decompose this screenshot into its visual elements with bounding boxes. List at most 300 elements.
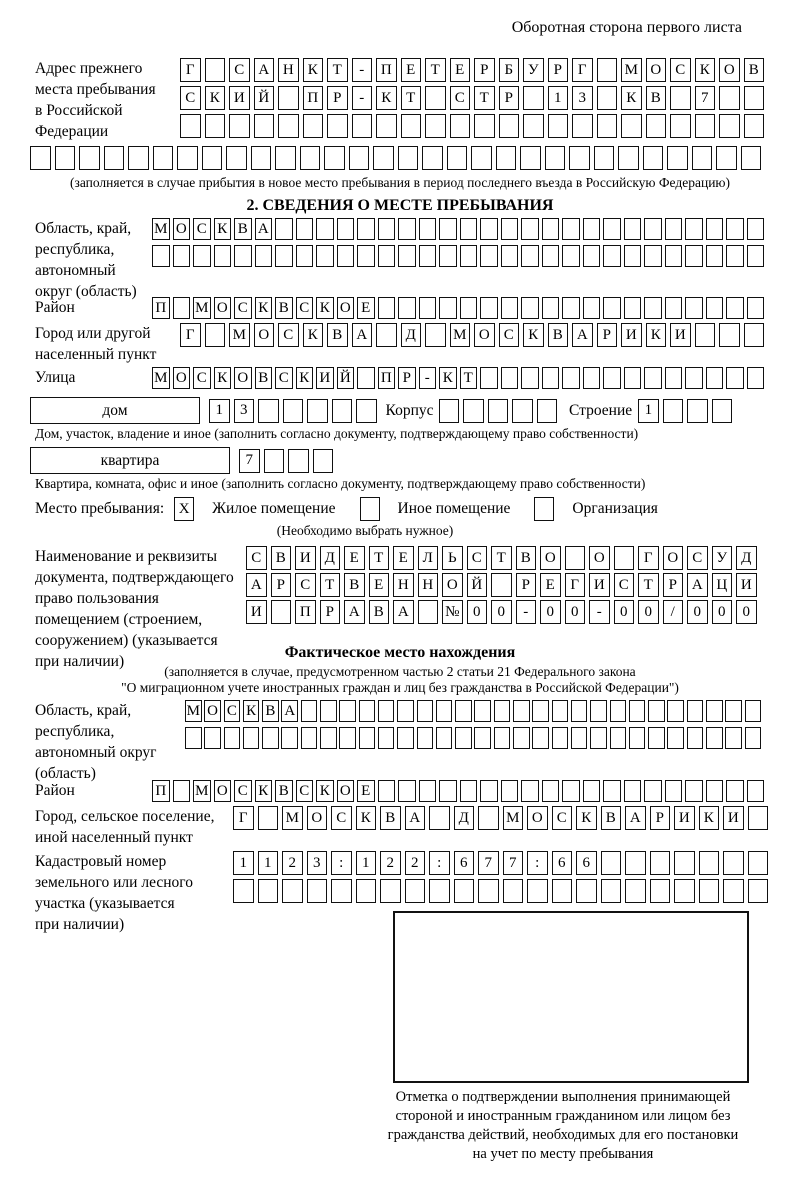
char-box	[258, 879, 279, 903]
char-box	[723, 851, 744, 875]
label-line: Город или другой	[35, 325, 151, 342]
label-line: Область, край,	[35, 220, 132, 237]
char-box	[254, 114, 275, 138]
label-line: помещением (строением,	[35, 611, 203, 628]
char-box: Е	[393, 546, 414, 570]
char-box: Г	[565, 573, 586, 597]
char-box	[610, 727, 627, 749]
char-box: К	[621, 86, 642, 110]
char-box	[646, 114, 667, 138]
char-box	[603, 297, 621, 319]
char-box	[614, 546, 635, 570]
char-box	[480, 245, 498, 267]
char-box	[398, 297, 416, 319]
char-box: А	[344, 600, 365, 624]
s2-ulitsa-row	[152, 367, 764, 389]
char-box	[520, 146, 541, 170]
char-box	[488, 399, 509, 423]
char-box: И	[736, 573, 757, 597]
char-box	[419, 245, 437, 267]
char-box	[601, 851, 622, 875]
char-box	[439, 399, 460, 423]
char-box	[667, 146, 688, 170]
char-box: К	[439, 367, 457, 389]
char-box: 3	[572, 86, 593, 110]
char-box: -	[419, 367, 437, 389]
char-box: -	[352, 86, 373, 110]
char-box	[499, 114, 520, 138]
char-box	[339, 700, 356, 722]
s3-raion-field	[35, 780, 800, 803]
char-box	[624, 780, 642, 802]
label-line: (область)	[35, 765, 96, 782]
char-box	[699, 851, 720, 875]
char-box	[665, 245, 683, 267]
char-box: Д	[454, 806, 475, 830]
char-box	[303, 114, 324, 138]
char-box	[229, 114, 250, 138]
char-box: А	[393, 600, 414, 624]
char-box	[398, 146, 419, 170]
label-line: автономный	[35, 262, 116, 279]
char-box	[439, 780, 457, 802]
char-box	[674, 879, 695, 903]
char-box	[180, 114, 201, 138]
char-box	[674, 851, 695, 875]
char-box	[706, 245, 724, 267]
char-box: Н	[278, 58, 299, 82]
s3-gorod-label	[35, 806, 233, 848]
char-box: Е	[344, 546, 365, 570]
char-box	[542, 780, 560, 802]
char-box	[747, 297, 765, 319]
char-box	[282, 879, 303, 903]
place-type-label: Место пребывания:	[35, 500, 165, 517]
caption-line: гражданства действий, необходимых для его постановки	[387, 1127, 739, 1143]
char-box: -	[589, 600, 610, 624]
char-box	[597, 114, 618, 138]
char-box: С	[180, 86, 201, 110]
char-box: О	[663, 546, 684, 570]
prev-address-row-4	[30, 146, 800, 170]
label-line: Федерации	[35, 123, 109, 140]
char-box	[503, 879, 524, 903]
char-box: К	[303, 58, 324, 82]
char-box	[583, 218, 601, 240]
char-box	[621, 114, 642, 138]
char-box: К	[205, 86, 226, 110]
label-line: Адрес прежнего	[35, 60, 143, 77]
char-box	[204, 727, 221, 749]
label-line: при наличии)	[35, 653, 125, 670]
char-box: М	[282, 806, 303, 830]
char-box	[716, 146, 737, 170]
char-box: В	[344, 573, 365, 597]
char-box: В	[255, 367, 273, 389]
char-box: Р	[320, 600, 341, 624]
char-box	[650, 879, 671, 903]
char-box: Р	[327, 86, 348, 110]
char-box: 3	[307, 851, 328, 875]
korpus-label: Корпус	[385, 401, 434, 419]
char-box: Т	[425, 58, 446, 82]
char-box	[695, 323, 716, 347]
doc-label	[35, 546, 246, 672]
char-box	[719, 86, 740, 110]
char-box	[251, 146, 272, 170]
s3-oblast-field	[35, 700, 800, 782]
char-box	[725, 700, 742, 722]
char-box	[419, 218, 437, 240]
char-box	[301, 727, 318, 749]
char-box	[79, 146, 100, 170]
section3-title: Фактическое место нахождения	[284, 644, 516, 661]
char-box	[480, 297, 498, 319]
label-line: право пользования	[35, 590, 159, 607]
char-box	[624, 367, 642, 389]
char-box	[439, 297, 457, 319]
option-other-premises-label: Иное помещение	[397, 500, 511, 517]
char-box	[685, 780, 703, 802]
kvartira-label-box: квартира	[30, 447, 230, 474]
char-box: В	[646, 86, 667, 110]
char-box: 2	[405, 851, 426, 875]
char-box: Г	[572, 58, 593, 82]
char-box	[583, 297, 601, 319]
char-box	[425, 86, 446, 110]
char-box	[670, 86, 691, 110]
char-box	[644, 245, 662, 267]
char-box: А	[255, 218, 273, 240]
char-box: П	[378, 367, 396, 389]
char-box	[177, 146, 198, 170]
label-line: Кадастровый номер	[35, 853, 167, 870]
stroenie-label: Строение	[569, 401, 633, 419]
char-box: Й	[337, 367, 355, 389]
stamp-box	[393, 911, 749, 1083]
char-box: К	[576, 806, 597, 830]
char-box	[542, 367, 560, 389]
char-box: С	[234, 297, 252, 319]
char-box	[565, 546, 586, 570]
option-residential-label: Жилое помещение	[212, 500, 336, 517]
char-box	[128, 146, 149, 170]
char-box	[376, 114, 397, 138]
char-box	[744, 114, 765, 138]
char-box	[512, 399, 533, 423]
char-box: Н	[393, 573, 414, 597]
s3-note-line-2: "О миграционном учете иностранных граждан и лиц без гражданства в Российской Федерации")	[121, 679, 679, 695]
char-box	[601, 879, 622, 903]
char-box	[744, 323, 765, 347]
char-box	[569, 146, 590, 170]
char-box	[537, 399, 558, 423]
char-box	[562, 218, 580, 240]
char-box	[463, 399, 484, 423]
char-box	[264, 449, 285, 473]
char-box: В	[548, 323, 569, 347]
s2-gorod-row	[180, 323, 764, 347]
s2-ulitsa-field	[35, 367, 800, 390]
char-box: 2	[282, 851, 303, 875]
char-box	[436, 700, 453, 722]
char-box: М	[152, 367, 170, 389]
char-box	[359, 700, 376, 722]
s2-oblast-label	[35, 218, 152, 302]
char-box: П	[303, 86, 324, 110]
korpus-boxes	[439, 399, 558, 423]
char-box: А	[405, 806, 426, 830]
char-box	[258, 806, 279, 830]
char-box	[532, 727, 549, 749]
char-box	[173, 297, 191, 319]
char-box	[590, 727, 607, 749]
char-box	[474, 114, 495, 138]
char-box: К	[699, 806, 720, 830]
char-box: Г	[180, 58, 201, 82]
char-box	[301, 700, 318, 722]
char-box: О	[214, 780, 232, 802]
char-box	[378, 297, 396, 319]
char-box	[583, 780, 601, 802]
char-box: 1	[356, 851, 377, 875]
char-box	[275, 146, 296, 170]
char-box	[419, 780, 437, 802]
dom-label-box: дом	[30, 397, 200, 424]
char-box	[454, 879, 475, 903]
char-box	[378, 780, 396, 802]
char-box	[460, 245, 478, 267]
char-box: Й	[467, 573, 488, 597]
char-box	[185, 727, 202, 749]
char-box: Т	[638, 573, 659, 597]
char-box: С	[450, 86, 471, 110]
char-box	[30, 146, 51, 170]
char-box: Ь	[442, 546, 463, 570]
char-box	[685, 367, 703, 389]
char-box	[418, 600, 439, 624]
char-box	[233, 879, 254, 903]
char-box: О	[337, 297, 355, 319]
char-box: Р	[663, 573, 684, 597]
stroenie-boxes	[638, 399, 732, 423]
char-box	[425, 114, 446, 138]
char-box	[313, 449, 334, 473]
char-box	[513, 700, 530, 722]
char-box: 7	[478, 851, 499, 875]
char-box: Д	[736, 546, 757, 570]
char-box: С	[296, 297, 314, 319]
char-box: 7	[503, 851, 524, 875]
char-box	[706, 700, 723, 722]
char-box	[523, 114, 544, 138]
char-box: 6	[552, 851, 573, 875]
label-line: автономный округ	[35, 744, 157, 761]
char-box	[296, 245, 314, 267]
char-box	[378, 700, 395, 722]
char-box	[650, 851, 671, 875]
dom-number-boxes	[209, 399, 377, 423]
char-box: И	[295, 546, 316, 570]
char-box: Т	[320, 573, 341, 597]
char-box: И	[246, 600, 267, 624]
char-box: С	[687, 546, 708, 570]
char-box	[398, 218, 416, 240]
label-line: земельного или лесного	[35, 874, 193, 891]
char-box: В	[271, 546, 292, 570]
char-box	[532, 700, 549, 722]
char-box	[521, 245, 539, 267]
char-box: В	[327, 323, 348, 347]
char-box	[480, 367, 498, 389]
char-box: Р	[499, 86, 520, 110]
char-box	[429, 806, 450, 830]
char-box: И	[589, 573, 610, 597]
char-box	[685, 245, 703, 267]
char-box: В	[234, 218, 252, 240]
char-box	[644, 780, 662, 802]
char-box: Т	[474, 86, 495, 110]
label-line: Область, край,	[35, 702, 132, 719]
char-box	[356, 399, 377, 423]
char-box: М	[450, 323, 471, 347]
char-box	[629, 727, 646, 749]
char-box: 0	[712, 600, 733, 624]
char-box: 0	[467, 600, 488, 624]
char-box	[352, 114, 373, 138]
char-box	[583, 245, 601, 267]
char-box: Е	[369, 573, 390, 597]
char-box	[725, 727, 742, 749]
char-box	[644, 218, 662, 240]
char-box	[271, 600, 292, 624]
char-box	[300, 146, 321, 170]
char-box: С	[670, 58, 691, 82]
char-box	[542, 218, 560, 240]
char-box: Г	[233, 806, 254, 830]
char-box: 3	[234, 399, 255, 423]
char-box	[542, 245, 560, 267]
char-box	[523, 86, 544, 110]
char-box: 1	[548, 86, 569, 110]
char-box	[629, 700, 646, 722]
checkbox-residential: X	[174, 497, 194, 521]
char-box	[548, 114, 569, 138]
char-box: К	[376, 86, 397, 110]
char-box: К	[316, 780, 334, 802]
char-box: М	[621, 58, 642, 82]
char-box: О	[307, 806, 328, 830]
char-box: О	[646, 58, 667, 82]
char-box	[583, 367, 601, 389]
char-box: О	[337, 780, 355, 802]
char-box: №	[442, 600, 463, 624]
char-box	[527, 879, 548, 903]
char-box	[337, 245, 355, 267]
char-box	[501, 297, 519, 319]
char-box: С	[331, 806, 352, 830]
char-box	[748, 851, 769, 875]
char-box: К	[695, 58, 716, 82]
char-box: А	[352, 323, 373, 347]
char-box	[706, 727, 723, 749]
char-box: Д	[320, 546, 341, 570]
char-box: В	[601, 806, 622, 830]
char-box: М	[152, 218, 170, 240]
char-box: О	[173, 367, 191, 389]
kadastr-label	[35, 851, 233, 935]
char-box	[685, 297, 703, 319]
char-box	[745, 700, 762, 722]
char-box	[648, 727, 665, 749]
char-box	[747, 780, 765, 802]
char-box	[719, 323, 740, 347]
char-box	[422, 146, 443, 170]
char-box: С	[224, 700, 241, 722]
char-box	[665, 218, 683, 240]
char-box: И	[674, 806, 695, 830]
char-box: Т	[460, 367, 478, 389]
char-box	[667, 727, 684, 749]
s2-dom-row	[30, 397, 800, 424]
char-box	[501, 245, 519, 267]
char-box: 7	[695, 86, 716, 110]
char-box	[478, 879, 499, 903]
char-box	[726, 780, 744, 802]
char-box	[373, 146, 394, 170]
char-box: Н	[418, 573, 439, 597]
char-box	[429, 879, 450, 903]
char-box	[278, 86, 299, 110]
char-box	[173, 245, 191, 267]
char-box	[425, 323, 446, 347]
char-box: 0	[614, 600, 635, 624]
char-box	[307, 399, 328, 423]
char-box: :	[331, 851, 352, 875]
char-box	[234, 245, 252, 267]
caption-line: стороной и иностранным гражданином или лицом без	[395, 1108, 731, 1124]
char-box	[618, 146, 639, 170]
char-box	[327, 114, 348, 138]
char-box	[552, 727, 569, 749]
char-box	[255, 245, 273, 267]
char-box	[324, 146, 345, 170]
char-box	[417, 700, 434, 722]
char-box: Л	[418, 546, 439, 570]
s3-kadastr-field	[35, 851, 800, 933]
char-box: К	[255, 780, 273, 802]
char-box	[316, 245, 334, 267]
char-box: Р	[597, 323, 618, 347]
char-box	[275, 218, 293, 240]
char-box: В	[369, 600, 390, 624]
char-box: Т	[369, 546, 390, 570]
char-box: С	[499, 323, 520, 347]
char-box	[597, 58, 618, 82]
s3-raion-label: Район	[35, 782, 75, 799]
char-box	[665, 297, 683, 319]
char-box: И	[621, 323, 642, 347]
char-box: С	[614, 573, 635, 597]
char-box	[624, 297, 642, 319]
char-box	[562, 780, 580, 802]
char-box	[55, 146, 76, 170]
s2-raion-row	[152, 297, 764, 319]
char-box: 1	[233, 851, 254, 875]
char-box: С	[193, 218, 211, 240]
char-box	[401, 114, 422, 138]
char-box	[670, 114, 691, 138]
